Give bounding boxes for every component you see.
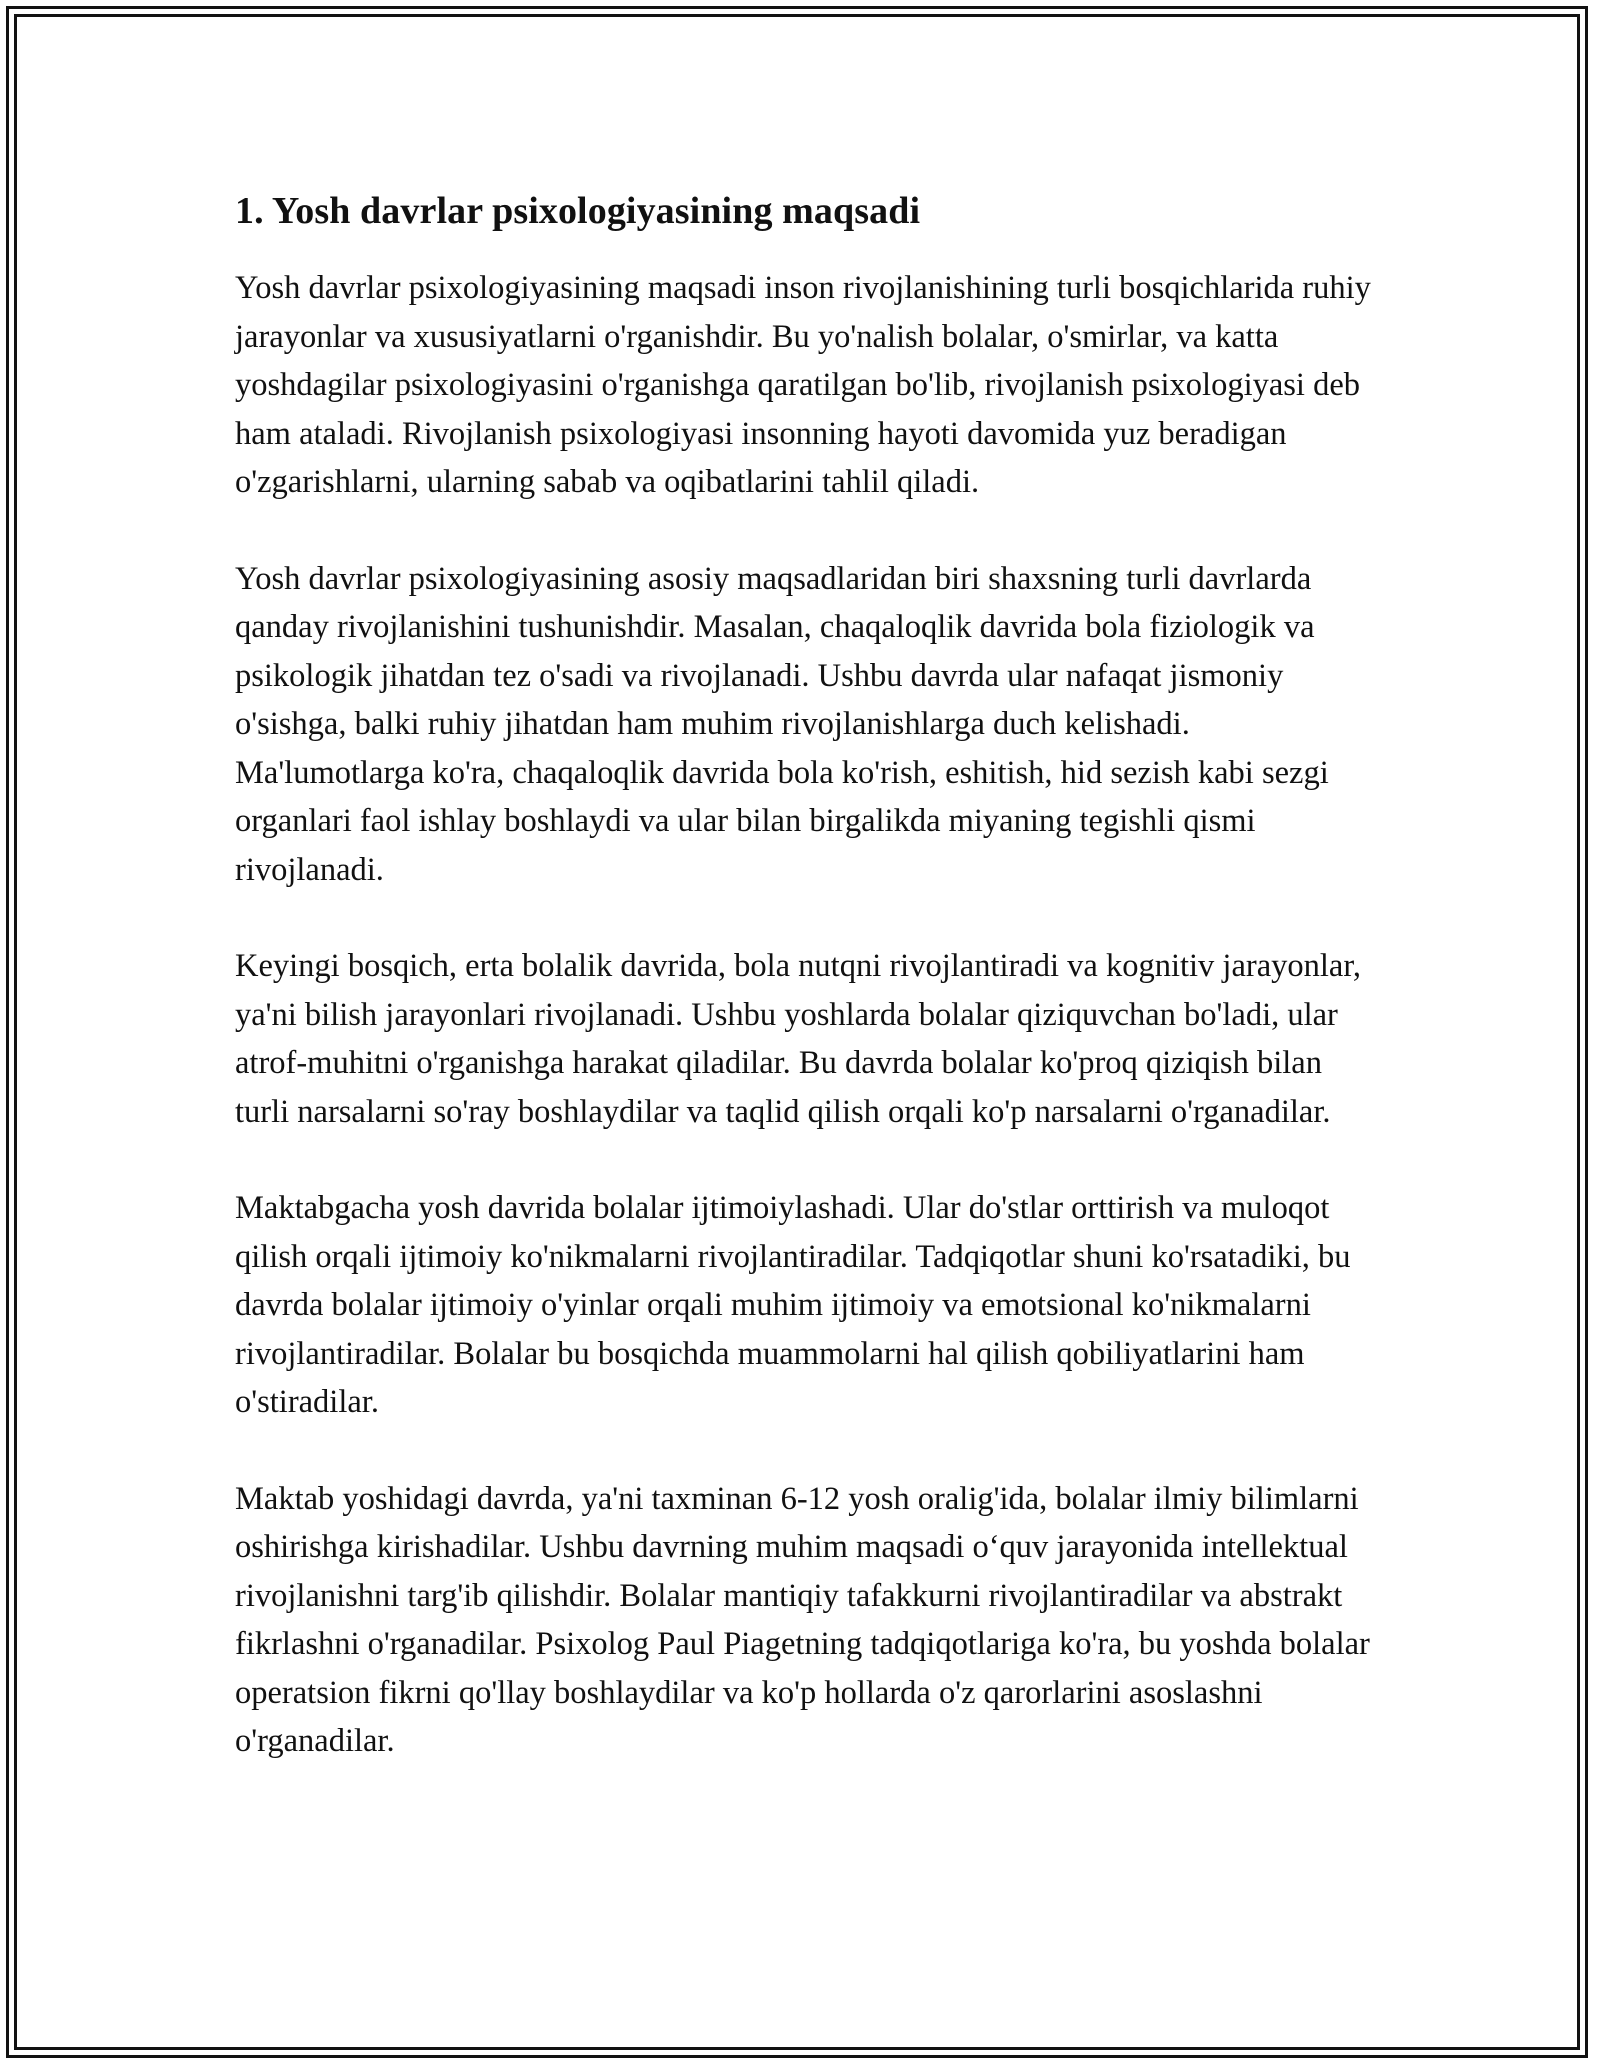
paragraph-4: Maktabgacha yosh davrida bolalar ijtimoiylashadi. Ular do'stlar orttirish va muloqot qilish orqali ijtimoiy ko'nikmalarni rivojlantiradilar. Tadqiqotlar shuni ko'rsatadiki, bu davrda bolalar ijtimoiy o'yinlar orqali muhim ijtimoiy va emotsional ko'nikmalarni rivojlantiradilar. Bolalar bu bosqichda muammolarni hal qilish qobiliyatlarini ham o'stiradilar. [235, 1190, 1351, 1420]
document-body [235, 186, 1375, 1814]
paragraph-1: Yosh davrlar psixologiyasining maqsadi inson rivojlanishining turli bosqichlarida ruhiy jarayonlar va xususiyatlarni o'rganishdir. Bu yo'nalish bolalar, o'smirlar, va katta yoshdagilar psixologiyasini o'rganishga qaratilgan bo'lib, rivojlanish psixologiyasi deb ham ataladi. Rivojlanish psixologiyasi insonning hayoti davomida yuz beradigan o'zgarishlarni, ularning sabab va oqibatlarini tahlil qiladi. [235, 270, 1371, 500]
paragraph-5: Maktab yoshidagi davrda, ya'ni taxminan 6-12 yosh oralig'ida, bolalar ilmiy bilimlarni oshirishga kirishadilar. Ushbu davrning muhim maqsadi o‘quv jarayonida intellektual rivojlanishni targ'ib qilishdir. Bolalar mantiqiy tafakkurni rivojlantiradilar va abstrakt fikrlashni o'rganadilar. Psixolog Paul Piagetning tadqiqotlariga ko'ra, bu yoshda bolalar operatsion fikrni qo'llay boshlaydilar va ko'p hollarda o'z qarorlarini asoslashni o'rganadilar. [235, 1480, 1370, 1759]
paragraph-3: Keyingi bosqich, erta bolalik davrida, bola nutqni rivojlantiradi va kognitiv jarayonlar, ya'ni bilish jarayonlari rivojlanadi. Ushbu yoshlarda bolalar qiziquvchan bo'ladi, ular atrof-muhitni o'rganishga harakat qiladilar. Bu davrda bolalar ko'proq qiziqish bilan turli narsalarni so'ray boshlaydilar va taqlid qilish orqali ko'p narsalarni o'rganadilar. [235, 948, 1361, 1130]
paragraph-2: Yosh davrlar psixologiyasining asosiy maqsadlaridan biri shaxsning turli davrlarda qanday rivojlanishini tushunishdir. Masalan, chaqaloqlik davrida bola fiziologik va psikologik jihatdan tez o'sadi va rivojlanadi. Ushbu davrda ular nafaqat jismoniy o'sishga, balki ruhiy jihatdan ham muhim rivojlanishlarga duch kelishadi. Ma'lumotlarga ko'ra, chaqaloqlik davrida bola ko'rish, eshitish, hid sezish kabi sezgi organlari faol ishlay boshlaydi va ular bilan birgalikda miyaning tegishli qismi rivojlanadi. [235, 560, 1329, 888]
section-heading: 1. Yosh davrlar psixologiyasining maqsadi [235, 190, 921, 232]
